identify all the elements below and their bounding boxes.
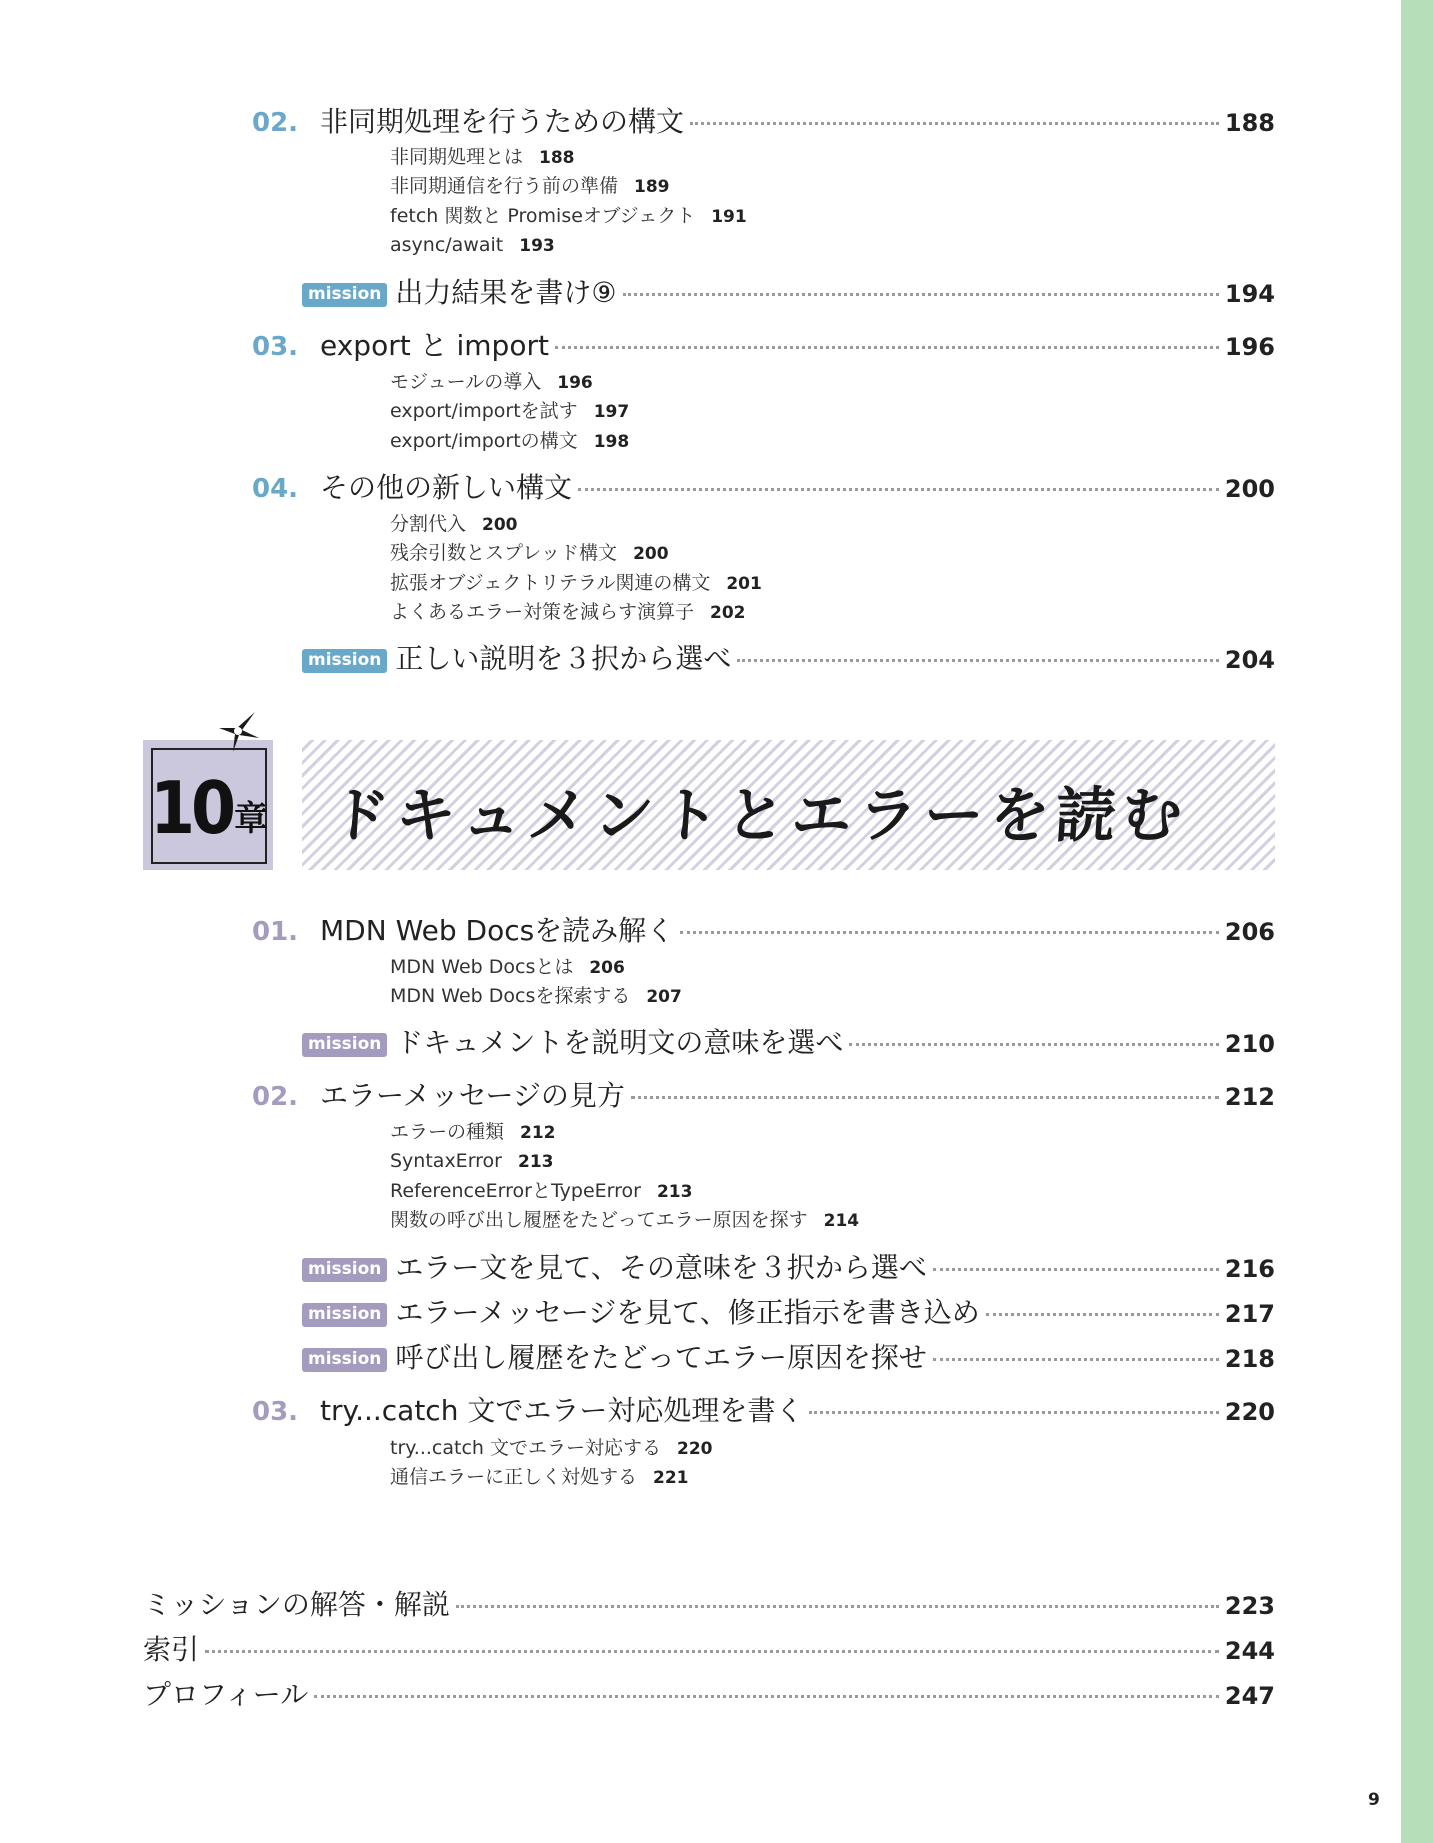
subitem-text: 拡張オブジェクトリテラル関連の構文 xyxy=(390,572,711,594)
back-title: プロフィール xyxy=(143,1678,309,1711)
toc-subitem[interactable] xyxy=(390,953,625,982)
subitem-page: 202 xyxy=(710,603,746,623)
subitem-text: よくあるエラー対策を減らす演算子 xyxy=(390,601,695,623)
subitem-page: 197 xyxy=(593,402,630,422)
subitem-page: 220 xyxy=(676,1439,713,1459)
section-title: エラーメッセージの見方 xyxy=(320,1079,625,1112)
page-number: 188 xyxy=(1224,109,1275,137)
subitem-page: 213 xyxy=(518,1152,554,1172)
toc-section-10-01[interactable] xyxy=(252,909,1275,945)
leader-dots xyxy=(623,293,1219,296)
toc-subitem[interactable] xyxy=(390,1177,692,1206)
page-number: 200 xyxy=(1224,475,1275,503)
section-title: export と import xyxy=(320,329,549,362)
mission-title: 呼び出し履歴をたどってエラー原因を探せ xyxy=(395,1341,927,1374)
page-number: 244 xyxy=(1224,1637,1275,1665)
mission-badge: mission xyxy=(302,1033,387,1057)
toc-subitem[interactable] xyxy=(390,1147,554,1176)
toc-subitem[interactable] xyxy=(390,598,746,627)
section-title: try...catch 文でエラー対応処理を書く xyxy=(320,1394,804,1427)
mission-badge: mission xyxy=(302,649,387,673)
page-number: 212 xyxy=(1224,1083,1275,1111)
toc-subitem[interactable] xyxy=(390,1206,859,1235)
mission-title: 出力結果を書け⑨ xyxy=(395,276,617,309)
subitem-page: 189 xyxy=(634,177,670,197)
leader-dots xyxy=(690,122,1219,125)
toc-mission[interactable] xyxy=(302,1336,1275,1372)
section-title: 非同期処理を行うための構文 xyxy=(320,105,685,138)
toc-subitem[interactable] xyxy=(390,982,682,1011)
toc-subitem[interactable] xyxy=(390,539,669,568)
subitem-page: 212 xyxy=(520,1123,556,1143)
section-title: MDN Web Docsを読み解く xyxy=(320,914,675,947)
toc-back-answers[interactable] xyxy=(143,1583,1275,1619)
toc-subitem[interactable] xyxy=(390,172,670,201)
mission-badge: mission xyxy=(302,1348,387,1372)
subitem-page: 188 xyxy=(539,148,575,168)
subitem-text: MDN Web Docsを探索する xyxy=(390,985,631,1007)
shuriken-icon xyxy=(215,708,263,756)
chapter-kanji: 章 xyxy=(234,799,269,839)
subitem-text: MDN Web Docsとは xyxy=(390,956,574,978)
leader-dots xyxy=(933,1358,1219,1361)
leader-dots xyxy=(809,1411,1219,1414)
leader-dots xyxy=(849,1043,1218,1046)
subitem-page: 196 xyxy=(557,373,593,393)
page-number: 210 xyxy=(1224,1030,1275,1058)
mission-title: 正しい説明を３択から選べ xyxy=(395,642,732,675)
toc-mission[interactable] xyxy=(302,637,1275,673)
subitem-text: モジュールの導入 xyxy=(390,371,542,393)
subitem-text: 残余引数とスプレッド構文 xyxy=(390,542,618,564)
toc-subitem[interactable] xyxy=(390,397,629,426)
section-number: 02. xyxy=(252,108,299,138)
leader-dots xyxy=(680,931,1219,934)
subitem-page: 201 xyxy=(726,574,762,594)
mission-title: ドキュメントを説明文の意味を選べ xyxy=(395,1026,844,1059)
toc-subitem[interactable] xyxy=(390,143,575,172)
toc-mission[interactable] xyxy=(302,1246,1275,1282)
subitem-text: try...catch 文でエラー対応する xyxy=(390,1437,661,1459)
subitem-page: 214 xyxy=(823,1211,860,1231)
page-number: 218 xyxy=(1224,1345,1275,1373)
page-number: 216 xyxy=(1224,1255,1275,1283)
mission-badge: mission xyxy=(302,1258,387,1282)
mission-title: エラーメッセージを見て、修正指示を書き込め xyxy=(395,1296,980,1329)
toc-subitem[interactable] xyxy=(390,231,555,260)
subitem-text: 通信エラーに正しく対処する xyxy=(390,1466,638,1488)
toc-subitem[interactable] xyxy=(390,1434,712,1463)
leader-dots xyxy=(933,1268,1219,1271)
toc-subitem[interactable] xyxy=(390,569,762,598)
section-title: その他の新しい構文 xyxy=(320,471,573,504)
subitem-page: 191 xyxy=(711,207,747,227)
toc-section-9-04[interactable] xyxy=(252,466,1275,502)
toc-mission[interactable] xyxy=(302,1291,1275,1327)
subitem-text: export/importの構文 xyxy=(390,430,578,452)
subitem-page: 200 xyxy=(482,515,518,535)
page-number: 217 xyxy=(1224,1300,1275,1328)
subitem-text: export/importを試す xyxy=(390,400,578,422)
toc-subitem[interactable] xyxy=(390,427,629,456)
leader-dots xyxy=(205,1650,1219,1653)
toc-back-index[interactable] xyxy=(143,1628,1275,1664)
leader-dots xyxy=(314,1695,1219,1698)
chapter-number-frame xyxy=(151,748,267,864)
section-number: 03. xyxy=(252,1397,299,1427)
mission-title: エラー文を見て、その意味を３択から選べ xyxy=(395,1251,927,1284)
subitem-text: 分割代入 xyxy=(390,513,467,535)
back-title: 索引 xyxy=(143,1633,200,1666)
toc-section-9-03[interactable] xyxy=(252,324,1275,360)
chapter-title: ドキュメントとエラーを読む xyxy=(327,781,1191,851)
mission-badge: mission xyxy=(302,1303,387,1327)
subitem-text: ReferenceErrorとTypeError xyxy=(390,1180,641,1202)
subitem-page: 200 xyxy=(633,544,669,564)
page-number: 194 xyxy=(1224,280,1275,308)
toc-section-10-03[interactable] xyxy=(252,1389,1275,1425)
toc-subitem[interactable] xyxy=(390,1463,689,1492)
section-number: 02. xyxy=(252,1082,299,1112)
subitem-text: エラーの種類 xyxy=(390,1121,505,1143)
back-title: ミッションの解答・解説 xyxy=(143,1588,450,1621)
toc-mission[interactable] xyxy=(302,271,1275,307)
toc-mission[interactable] xyxy=(302,1021,1275,1057)
toc-back-profile[interactable] xyxy=(143,1673,1275,1709)
section-number: 03. xyxy=(252,332,299,362)
subitem-text: 非同期処理とは xyxy=(390,146,524,168)
page-number: 206 xyxy=(1224,918,1275,946)
mission-badge: mission xyxy=(302,283,387,307)
subitem-page: 207 xyxy=(646,987,682,1007)
page-folio: 9 xyxy=(1368,1790,1380,1810)
leader-dots xyxy=(737,659,1218,662)
toc-subitem[interactable] xyxy=(390,1118,556,1147)
toc-section-10-02[interactable] xyxy=(252,1074,1275,1110)
page-number: 196 xyxy=(1224,333,1275,361)
page-number: 220 xyxy=(1224,1398,1275,1426)
toc-subitem[interactable] xyxy=(390,202,747,231)
section-number: 01. xyxy=(252,917,299,947)
subitem-page: 198 xyxy=(593,432,630,452)
toc-subitem[interactable] xyxy=(390,510,518,539)
leader-dots xyxy=(631,1096,1219,1099)
subitem-page: 213 xyxy=(656,1182,693,1202)
page-number: 204 xyxy=(1224,646,1275,674)
subitem-text: fetch 関数と Promiseオブジェクト xyxy=(390,205,696,227)
leader-dots xyxy=(986,1313,1219,1316)
toc-subitem[interactable] xyxy=(390,368,593,397)
page-number: 223 xyxy=(1224,1592,1275,1620)
subitem-page: 206 xyxy=(589,958,625,978)
leader-dots xyxy=(578,488,1219,491)
subitem-text: 関数の呼び出し履歴をたどってエラー原因を探す xyxy=(390,1209,808,1231)
subitem-text: SyntaxError xyxy=(390,1150,502,1172)
subitem-text: async/await xyxy=(390,234,504,256)
subitem-text: 非同期通信を行う前の準備 xyxy=(390,175,619,197)
toc-section-9-02[interactable] xyxy=(252,100,1275,136)
subitem-page: 221 xyxy=(653,1468,689,1488)
chapter-number: 10 xyxy=(149,766,233,850)
page-number: 247 xyxy=(1224,1682,1275,1710)
subitem-page: 193 xyxy=(519,236,555,256)
leader-dots xyxy=(456,1605,1219,1608)
leader-dots xyxy=(555,346,1219,349)
section-number: 04. xyxy=(252,474,299,504)
chapter-number-box xyxy=(143,740,273,870)
